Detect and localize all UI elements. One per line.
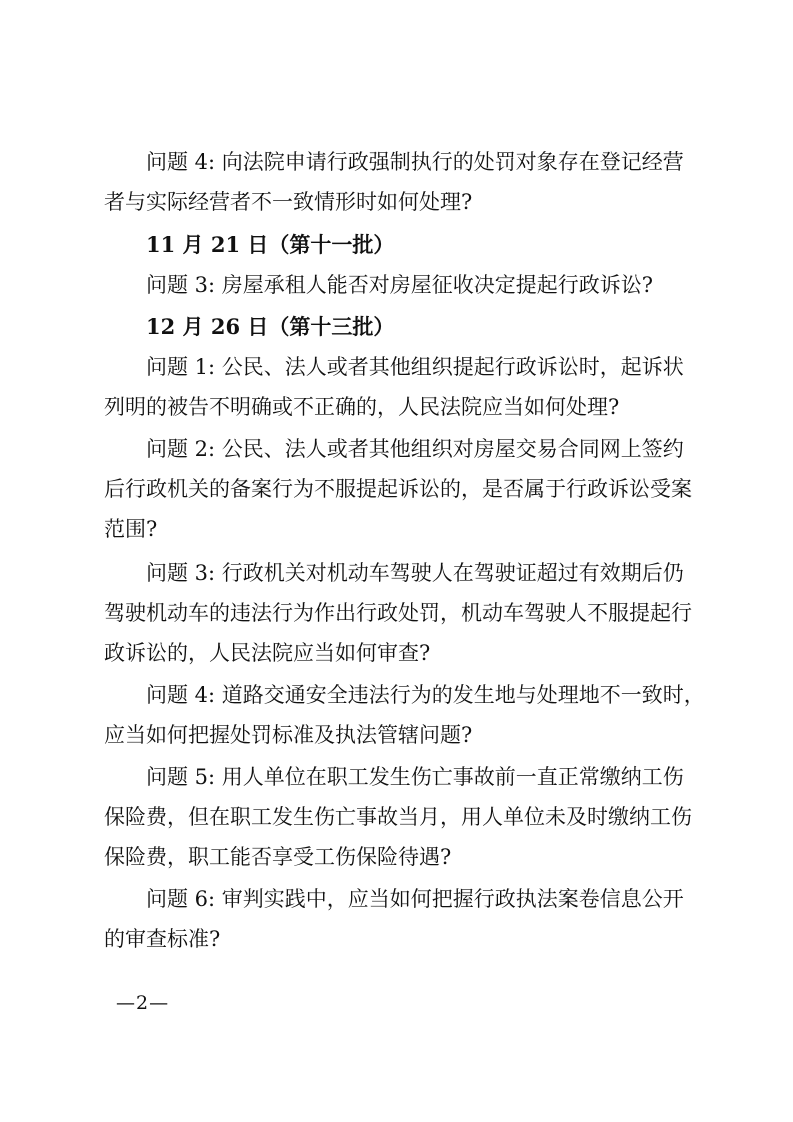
question-line: 列明的被告不明确或不正确的，人民法院应当如何处理? [104,395,620,419]
question-line: 问题 3: 房屋承租人能否对房屋征收决定提起行政诉讼? [146,273,654,297]
question-line: 问题 3: 行政机关对机动车驾驶人在驾驶证超过有效期后仍 [146,561,684,585]
question-line: 者与实际经营者不一致情形时如何处理? [104,190,473,214]
question-line: 问题 2: 公民、法人或者其他组织对房屋交易合同网上签约 [146,437,684,461]
question-line: 范围? [104,517,158,541]
batch-heading: 12 月 26 日（第十三批） [146,314,395,339]
question-line: 问题 5: 用人单位在职工发生伤亡事故前一直正常缴纳工伤 [146,765,684,789]
question-line: 保险费，但在职工发生伤亡事故当月，用人单位未及时缴纳工伤 [104,805,692,829]
batch-heading: 11 月 21 日（第十一批） [146,232,395,257]
question-line: 后行政机关的备案行为不服提起诉讼的，是否属于行政诉讼受案 [104,477,692,501]
question-line: 政诉讼的，人民法院应当如何审查? [104,641,431,665]
question-line: 问题 1: 公民、法人或者其他组织提起行政诉讼时，起诉状 [146,355,684,379]
question-line: 问题 4: 向法院申请行政强制执行的处罚对象存在登记经营 [146,150,684,174]
question-line: 问题 4: 道路交通安全违法行为的发生地与处理地不一致时， [146,683,705,707]
question-line: 驾驶机动车的违法行为作出行政处罚，机动车驾驶人不服提起行 [104,601,692,625]
question-line: 应当如何把握处罚标准及执法管辖问题? [104,723,473,747]
page-number: —2— [116,992,170,1014]
question-line: 问题 6: 审判实践中，应当如何把握行政执法案卷信息公开 [146,887,684,911]
question-line: 的审查标准? [104,927,221,951]
question-line: 保险费，职工能否享受工伤保险待遇? [104,845,452,869]
